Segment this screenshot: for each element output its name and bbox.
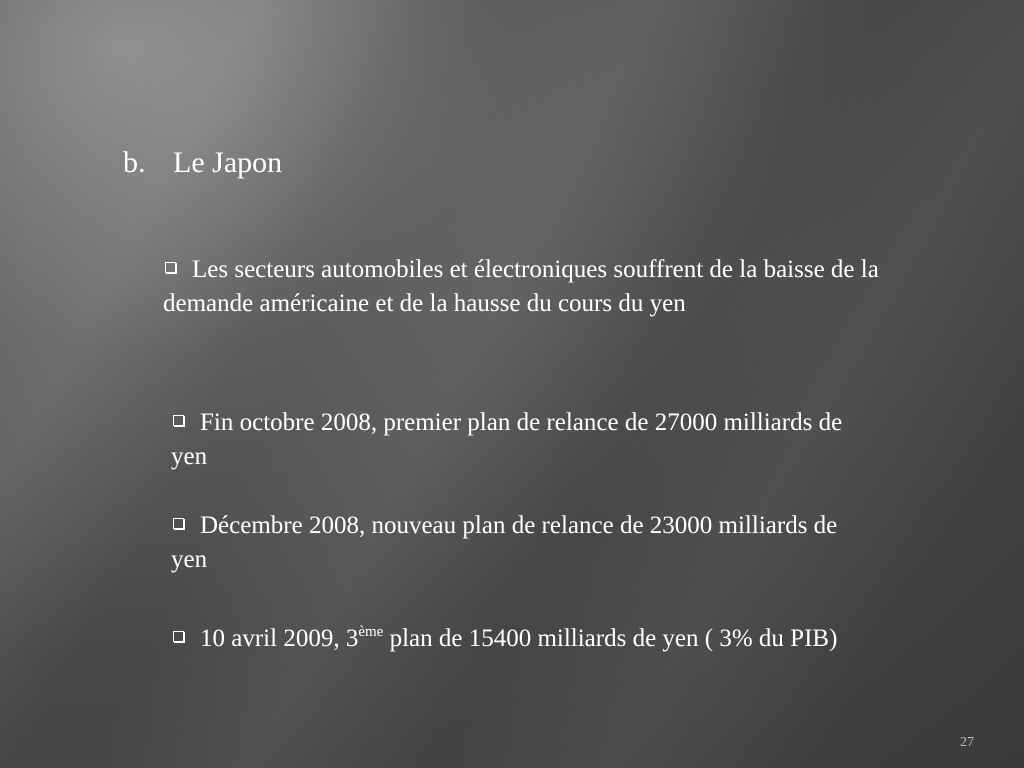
bullet-superscript: ème — [358, 624, 384, 640]
bullet-item — [171, 509, 871, 577]
bullet-text: Les secteurs automobiles et électroniques souffrent de la baisse de la demande américaine et de la hausse du cours du yen — [163, 256, 879, 317]
bullet-text-before: 10 avril 2009, 3 — [200, 625, 359, 652]
bullet-text-after: plan de 15400 milliards de yen ( 3% du PIB) — [383, 625, 838, 652]
checkbox-bullet-icon — [165, 262, 176, 273]
bullet-item — [163, 253, 953, 321]
bullet-text: Décembre 2008, nouveau plan de relance de 23000 milliards de yen — [171, 512, 838, 573]
bullet-text: Fin octobre 2008, premier plan de relance de 27000 milliards de yen — [171, 409, 843, 470]
checkbox-bullet-icon — [173, 415, 184, 426]
page-number: 27 — [960, 735, 974, 750]
heading-marker: b. — [123, 146, 146, 179]
checkbox-bullet-icon — [173, 631, 184, 642]
bullet-item — [171, 622, 901, 656]
slide-heading — [123, 143, 282, 183]
bullet-item — [171, 406, 871, 474]
heading-text: Le Japon — [173, 146, 283, 179]
checkbox-bullet-icon — [173, 518, 184, 529]
